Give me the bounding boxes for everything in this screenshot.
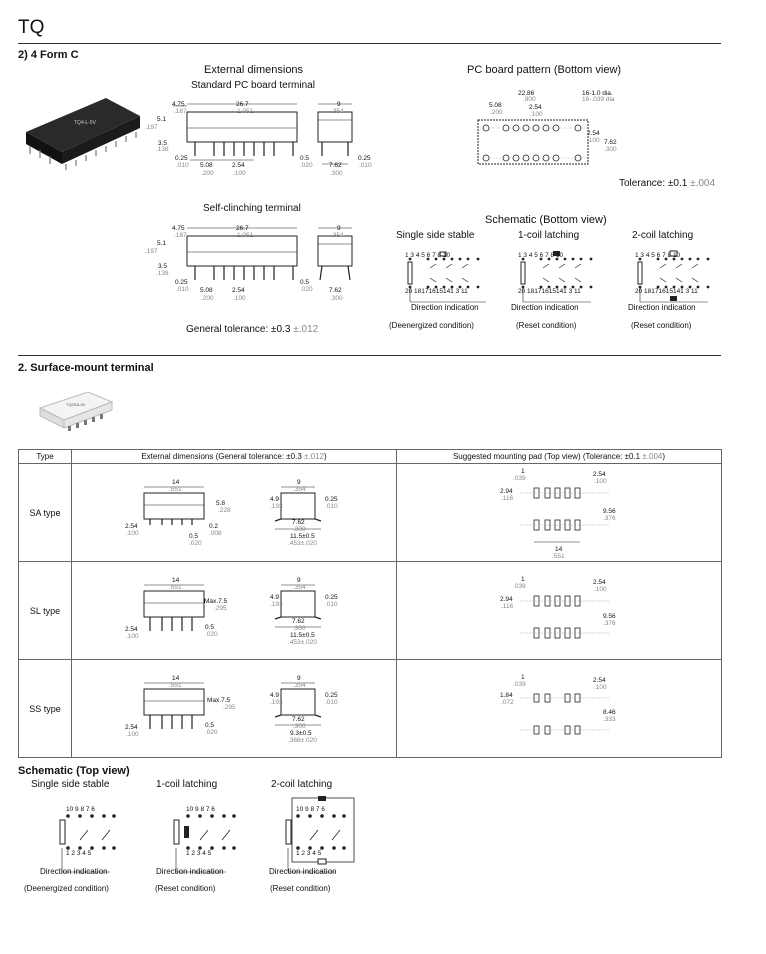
sch3-direction: Direction indication: [628, 303, 696, 312]
ss-lead: 0.5: [205, 722, 215, 729]
sa-pad-pitch-inch: .116: [501, 495, 514, 502]
sa-pad-2.54-inch: .100: [594, 478, 607, 485]
dim-2.54: 2.54: [232, 162, 245, 169]
type-ss: SS type: [19, 660, 72, 758]
sl-span-inch: .453±.020: [288, 639, 317, 646]
sa-span: 11.5±0.5: [290, 533, 315, 540]
dim-26.7-inch: 1.051: [237, 108, 254, 115]
top-sch2-top-pins: 10 9 8 7 6: [186, 806, 215, 813]
sa-dim-9: 9: [297, 479, 301, 486]
dim-5.08-inch: .200: [201, 170, 214, 177]
page-title: TQ: [18, 17, 45, 38]
top-sch3-condition: (Reset condition): [270, 884, 331, 893]
sl-dim-2.54: 2.54: [125, 626, 138, 633]
pcb-dim-7.62: 7.62: [604, 139, 617, 146]
sl-height: Max.7.5: [204, 598, 228, 605]
sl-pad-pitch-inch: .116: [501, 603, 514, 610]
ss-pad-2.54: 2.54: [593, 677, 606, 684]
sc-dim-9-inch: .354: [331, 232, 344, 239]
sa-dim-7.62-inch: .300: [293, 526, 306, 533]
sch2-bot-pins: 20 18171615141 3 11: [518, 288, 581, 295]
dim-5.1-inch: .197: [145, 124, 158, 131]
top-sch3-direction: Direction indication: [269, 867, 337, 876]
sl-pad-2.54: 2.54: [593, 579, 606, 586]
dim-3.5: 3.5: [158, 140, 168, 147]
sc-dim-5.08: 5.08: [200, 287, 213, 294]
top-sch3-bot-pins: 1 2 3 4 5: [296, 850, 322, 857]
sl-dim-14-inch: .551: [169, 584, 182, 591]
sch2-condition: (Reset condition): [516, 321, 577, 330]
sch-bottom-2coil: [628, 250, 718, 310]
dim-0.5-inch: .020: [300, 162, 313, 169]
svg-text:TQ2SA-5V: TQ2SA-5V: [66, 402, 86, 407]
sch2-top-pins: 1 3 4 5 6 7 8 10: [518, 252, 564, 259]
sa-pad-1-inch: .039: [513, 475, 526, 482]
col-pad-header: Suggested mounting pad (Top view) (Tolerance: ±0.1 ±.004): [397, 450, 722, 464]
sa-dim-4.9: 4.9: [270, 496, 280, 503]
sa-dim-14-inch: .551: [169, 486, 182, 493]
sa-height: 5.8: [216, 500, 226, 507]
sch3-bot-pins: 20 18171615141 3 11: [635, 288, 698, 295]
sc-dim-2.54: 2.54: [232, 287, 245, 294]
top-sch1-title: Single side stable: [31, 779, 110, 790]
sl-pad-1: 1: [521, 576, 525, 583]
sc-dim-7.62-inch: .300: [330, 295, 343, 302]
sa-dim-7.62: 7.62: [292, 519, 305, 526]
sch-bottom-1coil: [511, 250, 601, 310]
pcb-dim-2.54-inch: .100: [530, 111, 543, 118]
top-sch2-direction: Direction indication: [156, 867, 224, 876]
sa-lead-inch: .008: [209, 530, 222, 537]
sa-dim-0.25: 0.25: [325, 496, 338, 503]
sa-dim-2.54-inch: .100: [126, 530, 139, 537]
sl-height-inch: .295: [214, 605, 227, 612]
pcb-dim-22.86-inch: .900: [523, 96, 536, 103]
ss-dim-2.54: 2.54: [125, 724, 138, 731]
ss-dim-14: 14: [172, 675, 180, 682]
sa-lead: 0.2: [209, 523, 219, 530]
dim-4.75-inch: .187: [174, 108, 187, 115]
sa-height-inch: .228: [218, 507, 231, 514]
top-sch3-title: 2-coil latching: [271, 779, 333, 790]
general-tolerance: General tolerance: ±0.3 ±.012: [186, 324, 319, 335]
sa-pad-span: 9.56: [603, 508, 616, 515]
sl-lead: 0.5: [205, 624, 215, 631]
dim-9-inch: .354: [331, 108, 344, 115]
sl-dim-4.9: 4.9: [270, 594, 280, 601]
sl-pad-span: 9.56: [603, 613, 616, 620]
sl-lead-inch: .020: [205, 631, 218, 638]
top-sch2-condition: (Reset condition): [155, 884, 216, 893]
ss-pad-1: 1: [521, 674, 525, 681]
pcb-dim-5.08: 5.08: [489, 102, 502, 109]
ss-pad-pitch-inch: .072: [501, 699, 514, 706]
sch3-top-pins: 1 3 4 5 6 7 8 10: [635, 252, 681, 259]
pcb-hole-dia: 16-1.0 dia.: [582, 90, 613, 97]
dim-9: 9: [337, 101, 341, 108]
pcb-dim-7.62-inch: .300: [604, 146, 617, 153]
sc-dim-4.75-inch: .187: [174, 232, 187, 239]
sc-dim-9: 9: [337, 225, 341, 232]
sch2-direction: Direction indication: [511, 303, 579, 312]
sc-dim-0.5: 0.5: [300, 279, 310, 286]
ss-dim-0.25-inch: .010: [325, 699, 338, 706]
ss-dim-4.9: 4.9: [270, 692, 280, 699]
sc-dim-7.62: 7.62: [329, 287, 342, 294]
ss-pad-1-inch: .039: [513, 681, 526, 688]
pcb-title: PC board pattern (Bottom view): [467, 64, 622, 76]
ss-pad-span: 8.46: [603, 709, 616, 716]
ss-pad-pitch: 1.84: [500, 692, 513, 699]
sa-dim-0.25-inch: .010: [325, 503, 338, 510]
smd-relay-photo: [36, 386, 116, 436]
sa-pad-2.54: 2.54: [593, 471, 606, 478]
sch1-title: Single side stable: [396, 230, 475, 241]
ss-dim-9: 9: [297, 675, 301, 682]
header-rule: [18, 43, 721, 44]
svg-text:TQ4-L-5V: TQ4-L-5V: [74, 120, 96, 126]
sl-dim-0.25: 0.25: [325, 594, 338, 601]
dim-3.5-inch: .138: [156, 146, 169, 153]
sc-dim-2.54-inch: .100: [233, 295, 246, 302]
dim-26.7: 26.7: [236, 101, 249, 108]
dim-0.25-right-inch: .010: [359, 162, 372, 169]
ss-dim-9-inch: .354: [293, 682, 306, 689]
section-rule-2: [18, 355, 721, 356]
sc-dim-26.7-inch: 1.051: [237, 232, 254, 239]
dim-7.62-inch: .300: [330, 170, 343, 177]
ss-dim-14-inch: .551: [169, 682, 182, 689]
sa-dim-0.5: 0.5: [189, 533, 199, 540]
top-sch1-bot-pins: 1 2 3 4 5: [66, 850, 92, 857]
sa-dim-0.5-inch: .020: [189, 540, 202, 547]
dim-5.1: 5.1: [157, 116, 167, 123]
sl-dim-2.54-inch: .100: [126, 633, 139, 640]
dim-0.5: 0.5: [300, 155, 310, 162]
section3-title: Schematic (Top view): [18, 765, 130, 777]
pcb-tolerance: Tolerance: ±0.1 ±.004: [619, 178, 716, 189]
sl-dim-4.9-inch: .193: [270, 601, 283, 608]
sch1-condition: (Deenergized condition): [389, 321, 474, 330]
sc-dim-5.1: 5.1: [157, 240, 167, 247]
section1-title: 2) 4 Form C: [18, 49, 79, 61]
sl-dim-9: 9: [297, 577, 301, 584]
ss-dim-0.25: 0.25: [325, 692, 338, 699]
ss-pad-span-inch: .333: [603, 716, 616, 723]
sa-dim-9-inch: .354: [293, 486, 306, 493]
dim-0.25-inch: .010: [176, 162, 189, 169]
ss-span: 9.3±0.5: [290, 730, 312, 737]
top-sch1-condition: (Deenergized condition): [24, 884, 109, 893]
sc-dim-3.5-inch: .138: [156, 270, 169, 277]
sl-pad-2.54-inch: .100: [594, 586, 607, 593]
sa-dim-14: 14: [172, 479, 180, 486]
ss-height-inch: .295: [223, 704, 236, 711]
sa-dim-4.9-inch: .193: [270, 503, 283, 510]
type-sa: SA type: [19, 464, 72, 562]
relay-photo: [22, 80, 142, 170]
ss-lead-inch: .020: [205, 729, 218, 736]
sch3-title: 2-coil latching: [632, 230, 694, 241]
sch1-top-pins: 1 3 4 5 6 7 8 10: [405, 252, 451, 259]
sl-dim-0.25-inch: .010: [325, 601, 338, 608]
top-sch2-bot-pins: 1 2 3 4 5: [186, 850, 212, 857]
ss-dim-2.54-inch: .100: [126, 731, 139, 738]
dim-0.25-right: 0.25: [358, 155, 371, 162]
sch3-condition: (Reset condition): [631, 321, 692, 330]
sc-dim-4.75: 4.75: [172, 225, 185, 232]
ss-height: Max.7.5: [207, 697, 231, 704]
sa-pad-14: 14: [555, 546, 563, 553]
pcb-dim-2.54-b: 2.54: [587, 130, 600, 137]
dim-7.62: 7.62: [329, 162, 342, 169]
sc-dim-3.5: 3.5: [158, 263, 168, 270]
sc-dim-5.08-inch: .200: [201, 295, 214, 302]
sl-pad-pitch: 2.94: [500, 596, 513, 603]
sch1-bot-pins: 20 18171615141 3 11: [405, 288, 468, 295]
top-sch3-top-pins: 10 9 8 7 6: [296, 806, 325, 813]
std-terminal-title: Standard PC board terminal: [191, 80, 315, 91]
sl-dim-14: 14: [172, 577, 180, 584]
sl-dim-7.62-inch: .300: [293, 625, 306, 632]
sc-dim-0.5-inch: .020: [300, 286, 313, 293]
sl-span: 11.5±0.5: [290, 632, 315, 639]
schematic-bottom-title: Schematic (Bottom view): [485, 214, 607, 226]
dim-0.25: 0.25: [175, 155, 188, 162]
top-sch2-title: 1-coil latching: [156, 779, 218, 790]
pcb-dim-2.54-b-inch: .100: [587, 137, 600, 144]
sch1-direction: Direction indication: [411, 303, 479, 312]
col-type-header: Type: [19, 450, 72, 464]
pcb-pattern-drawing: [476, 118, 596, 168]
sa-pad-14-inch: .551: [552, 553, 565, 560]
ext-dim-title: External dimensions: [204, 64, 304, 76]
sch2-title: 1-coil latching: [518, 230, 580, 241]
sa-dim-2.54: 2.54: [125, 523, 138, 530]
sl-dim-7.62: 7.62: [292, 618, 305, 625]
sa-pad-pitch: 2.94: [500, 488, 513, 495]
dim-5.08: 5.08: [200, 162, 213, 169]
col-ext-header: External dimensions (General tolerance: ±0.3 ±.012): [72, 450, 397, 464]
pcb-dim-22.86: 22.86: [518, 90, 535, 97]
sa-pad-span-inch: .376: [603, 515, 616, 522]
pcb-dim-2.54: 2.54: [529, 104, 542, 111]
sc-dim-0.25: 0.25: [175, 279, 188, 286]
ss-span-inch: .366±.020: [288, 737, 317, 744]
sl-pad-span-inch: .376: [603, 620, 616, 627]
sl-pad-1-inch: .039: [513, 583, 526, 590]
dim-2.54-inch: .100: [233, 170, 246, 177]
ss-pad-2.54-inch: .100: [594, 684, 607, 691]
top-sch1-direction: Direction indication: [40, 867, 108, 876]
sc-dim-5.1-inch: .197: [145, 248, 158, 255]
type-sl: SL type: [19, 562, 72, 660]
self-clinching-title: Self-clinching terminal: [203, 203, 301, 214]
pcb-dim-5.08-inch: .200: [490, 109, 503, 116]
top-sch1-top-pins: 10 9 8 7 6: [66, 806, 95, 813]
sa-pad-1: 1: [521, 468, 525, 475]
sc-dim-26.7: 26.7: [236, 225, 249, 232]
ss-dim-4.9-inch: .193: [270, 699, 283, 706]
section2-title: 2. Surface-mount terminal: [18, 362, 154, 374]
ss-dim-7.62-inch: .300: [293, 723, 306, 730]
sch-bottom-single: [398, 250, 488, 310]
ss-dim-7.62: 7.62: [292, 716, 305, 723]
sa-span-inch: .453±.020: [288, 540, 317, 547]
sl-dim-9-inch: .354: [293, 584, 306, 591]
sc-dim-0.25-inch: .010: [176, 286, 189, 293]
dim-4.75: 4.75: [172, 101, 185, 108]
pcb-hole-dia-inch: 16-.039 dia: [582, 96, 615, 103]
